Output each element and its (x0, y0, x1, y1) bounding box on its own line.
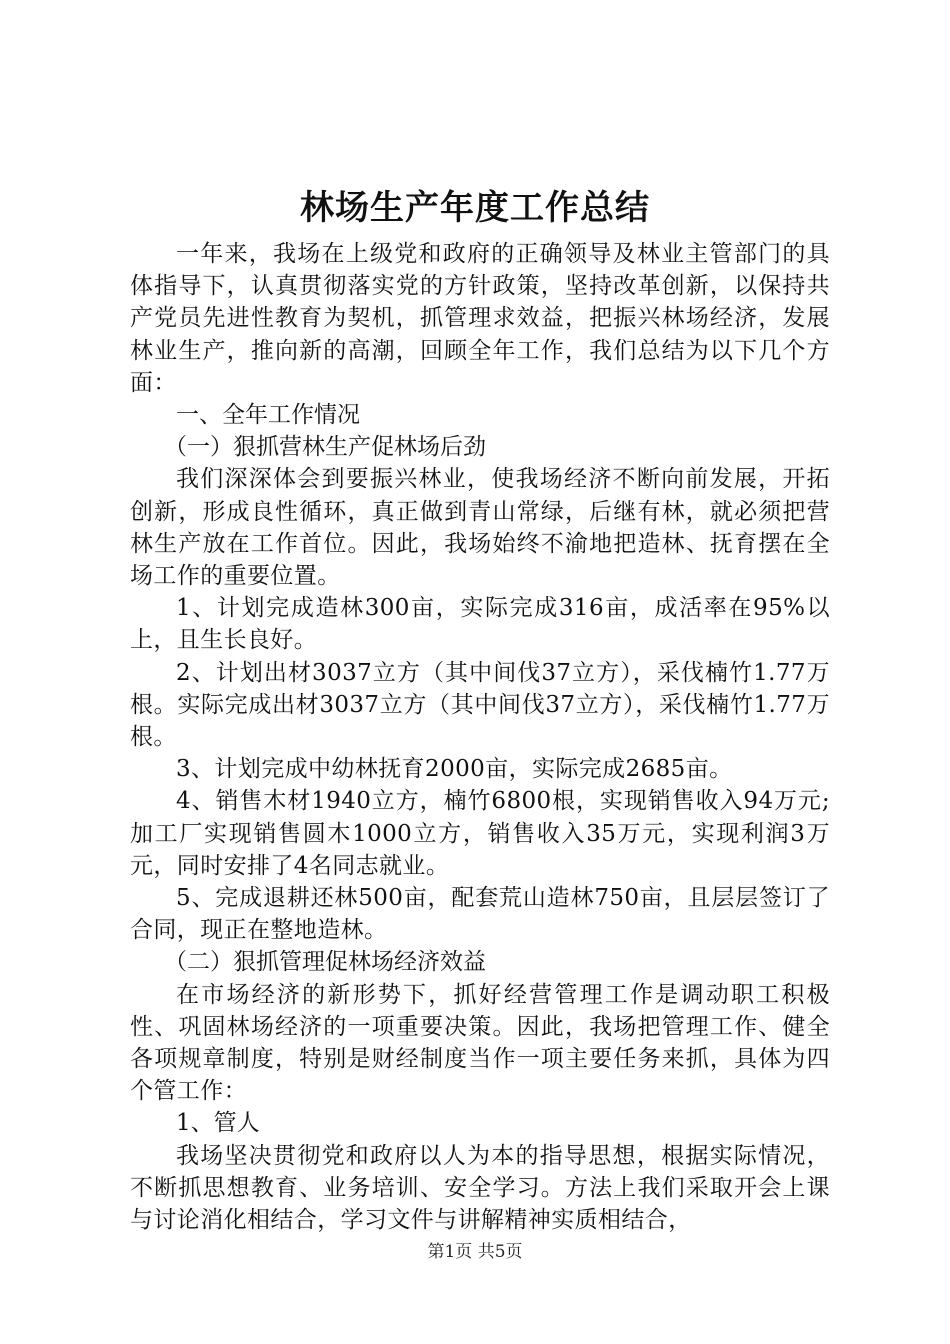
intro-paragraph: 一年来，我场在上级党和政府的正确领导及林业主管部门的具体指导下，认真贯彻落实党的方针政策，坚持改革创新，以保持共产党员先进性教育为契机，抓管理求效益，把振兴林场经济，发展林业生产，推向新的高潮，回顾全年工作，我们总结为以下几个方面： (130, 241, 830, 396)
list-item: 3、计划完成中幼林抚育2000亩，实际完成2685亩。 (176, 756, 733, 783)
item-heading: 1、管人 (176, 1110, 260, 1137)
list-item: 1、计划完成造林300亩，实际完成316亩，成活率在95%以上，且生长良好。 (130, 595, 830, 654)
list-item: 4、销售木材1940立方，楠竹6800根，实现销售收入94万元;加工厂实现销售圆木1000立方，销售收入35万元，实现利润3万元，同时安排了4名同志就业。 (130, 788, 830, 879)
page-title: 林场生产年度工作总结 (300, 188, 650, 228)
body-paragraph: 我们深深体会到要振兴林业，使我场经济不断向前发展，开拓创新，形成良性循环，真正做到青山常绿，后继有林，就必须把营林生产放在工作首位。因此，我场始终不渝地把造林、抚育摆在全场工作的重要位置。 (130, 466, 830, 590)
body-paragraph: 我场坚决贯彻党和政府以人为本的指导思想，根据实际情况，不断抓思想教育、业务培训、安全学习。方法上我们采取开会上课与讨论消化相结合，学习文件与讲解精神实质相结合， (130, 1142, 830, 1234)
list-item: 2、计划出材3037立方（其中间伐37立方），采伐楠竹1.77万根。实际完成出材3037立方（其中间伐37立方），采伐楠竹1.77万根。 (130, 659, 830, 751)
section-heading: 一、全年工作情况 (176, 402, 360, 429)
list-item: 5、完成退耕还林500亩，配套荒山造林750亩，且层层签订了合同，现正在整地造林。 (130, 885, 830, 944)
subsection-heading: （二）狠抓管理促林场经济效益 (164, 949, 486, 976)
body-paragraph: 在市场经济的新形势下，抓好经营管理工作是调动职工积极性、巩固林场经济的一项重要决策。因此，我场把管理工作、健全各项规章制度，特别是财经制度当作一项主要任务来抓，具体为四个管工作： (130, 981, 830, 1105)
page-footer: 第1页 共5页 (427, 1242, 523, 1262)
subsection-heading: （一）狠抓营林生产促林场后劲 (164, 434, 486, 461)
document-body (130, 238, 830, 1236)
